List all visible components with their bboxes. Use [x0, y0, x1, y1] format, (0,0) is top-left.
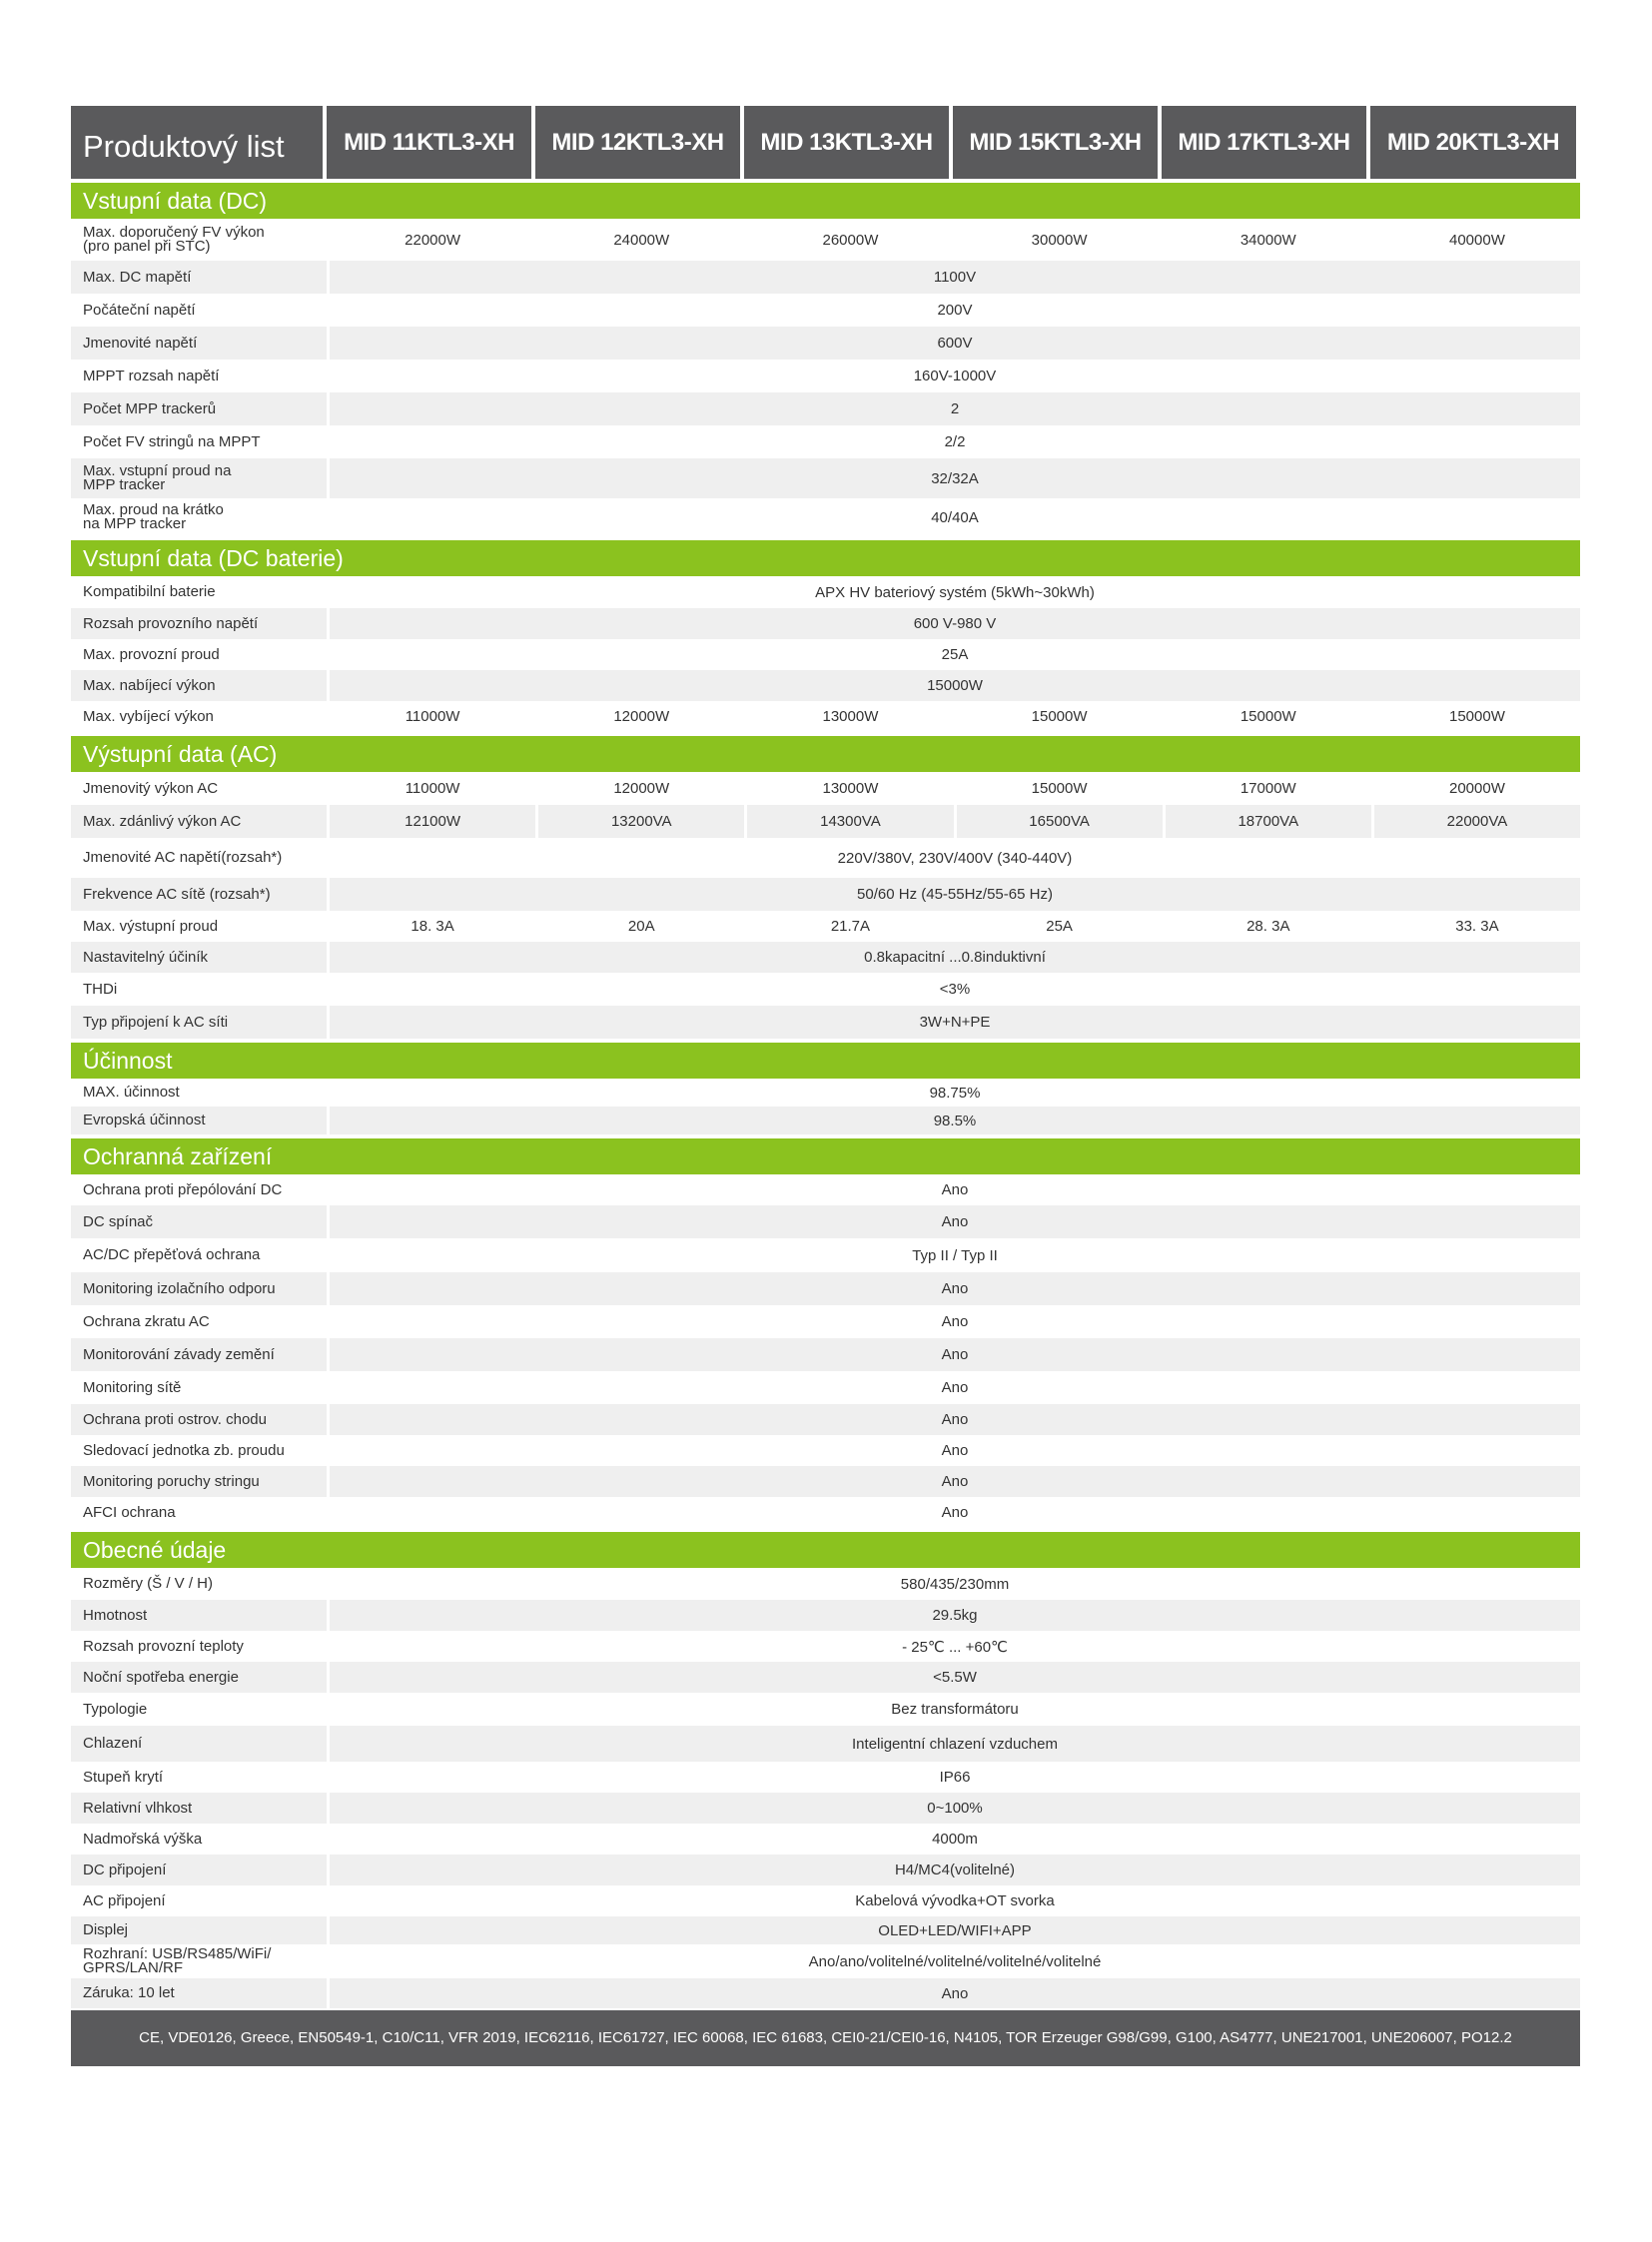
spec-row: [71, 219, 1580, 261]
spec-value-cell: 11000W: [327, 772, 535, 805]
spec-label: Max. výstupní proud: [83, 917, 219, 935]
spec-value: 1100V: [327, 261, 1580, 294]
spec-label: Max. doporučený FV výkon (pro panel při STC): [83, 224, 265, 255]
spec-row: [71, 1371, 1580, 1404]
spec-row: [71, 1006, 1580, 1039]
spec-value-cell: 22000VA: [1371, 805, 1580, 838]
spec-value: Ano: [327, 1466, 1580, 1497]
spec-value-cell: 15000W: [954, 772, 1163, 805]
spec-value: Bez transformátoru: [327, 1693, 1580, 1726]
spec-label: Rozsah provozního napětí: [83, 614, 259, 632]
spec-row: [71, 1497, 1580, 1528]
spec-label: Záruka: 10 let: [83, 1984, 175, 2001]
spec-value-cell: 15000W: [954, 701, 1163, 732]
spec-row: [71, 1568, 1580, 1600]
model-header-2: MID 12KTL3-XH: [535, 106, 744, 179]
spec-value: <3%: [327, 973, 1580, 1006]
spec-label: MAX. účinnost: [83, 1084, 180, 1101]
spec-label: Max. zdánlivý výkon AC: [83, 812, 242, 830]
spec-value: Ano: [327, 1978, 1580, 2008]
spec-value: Ano: [327, 1272, 1580, 1305]
spec-label: Kompatibilní baterie: [83, 583, 216, 600]
spec-value-cell: 20000W: [1371, 772, 1580, 805]
spec-row: [71, 458, 1580, 498]
spec-label: Max. vybíjecí výkon: [83, 707, 214, 725]
spec-row: [71, 805, 1580, 838]
spec-row: [71, 772, 1580, 805]
spec-label: Monitorování závady zemění: [83, 1345, 275, 1363]
spec-value: 0~100%: [327, 1793, 1580, 1824]
spec-value-cell: 12000W: [535, 701, 744, 732]
table-header: [71, 106, 1580, 179]
spec-label: Rozsah provozní teploty: [83, 1637, 244, 1655]
spec-value-cell: 12100W: [327, 805, 535, 838]
spec-sections: [71, 183, 1580, 2008]
spec-row: [71, 608, 1580, 639]
spec-values: [327, 219, 1580, 261]
product-sheet: [71, 106, 1580, 2066]
spec-label: Max. proud na krátko na MPP tracker: [83, 501, 224, 532]
spec-row: [71, 261, 1580, 294]
spec-label: Max. vstupní proud na MPP tracker: [83, 462, 232, 493]
spec-value: Inteligentní chlazení vzduchem: [327, 1726, 1580, 1762]
spec-label: Sledovací jednotka zb. proudu: [83, 1441, 285, 1459]
spec-label: AC/DC přepěťová ochrana: [83, 1246, 261, 1263]
spec-value: 2/2: [327, 425, 1580, 458]
spec-value: 98.5%: [327, 1107, 1580, 1134]
spec-value-cell: 21.7A: [744, 911, 953, 942]
spec-row: [71, 1174, 1580, 1205]
spec-label: Počet MPP trackerů: [83, 399, 217, 417]
spec-value: Typ II / Typ II: [327, 1238, 1580, 1272]
spec-label: Stupeň krytí: [83, 1768, 164, 1786]
spec-row: [71, 1916, 1580, 1944]
spec-label: AFCI ochrana: [83, 1503, 176, 1521]
model-header-1: MID 11KTL3-XH: [327, 106, 535, 179]
spec-value-cell: 13000W: [744, 772, 953, 805]
spec-value-cell: 13200VA: [535, 805, 744, 838]
spec-value-cell: 11000W: [327, 701, 535, 732]
spec-value: 220V/380V, 230V/400V (340-440V): [327, 838, 1580, 878]
spec-value-cell: 18. 3A: [327, 911, 535, 942]
spec-value-cell: 22000W: [327, 219, 535, 261]
spec-value: OLED+LED/WIFI+APP: [327, 1916, 1580, 1944]
spec-label: Jmenovité napětí: [83, 334, 198, 352]
spec-value: - 25℃ ... +60℃: [327, 1631, 1580, 1662]
spec-row: [71, 1079, 1580, 1107]
spec-row: [71, 1978, 1580, 2008]
spec-value: Ano: [327, 1404, 1580, 1435]
sheet-title: Produktový list: [71, 106, 327, 179]
spec-row: [71, 1205, 1580, 1238]
spec-value: 580/435/230mm: [327, 1568, 1580, 1600]
section-title: Ochranná zařízení: [71, 1138, 1580, 1174]
spec-value: Kabelová vývodka+OT svorka: [327, 1885, 1580, 1916]
spec-row: [71, 1793, 1580, 1824]
spec-value: 15000W: [327, 670, 1580, 701]
spec-value: <5.5W: [327, 1662, 1580, 1693]
spec-values: [327, 772, 1580, 805]
spec-value: 600V: [327, 327, 1580, 360]
spec-value-cell: 20A: [535, 911, 744, 942]
spec-row: [71, 327, 1580, 360]
spec-row: [71, 1338, 1580, 1371]
spec-label: Jmenovitý výkon AC: [83, 779, 219, 797]
spec-value: 200V: [327, 294, 1580, 327]
model-header-3: MID 13KTL3-XH: [744, 106, 953, 179]
spec-row: [71, 1693, 1580, 1726]
spec-value-cell: 26000W: [744, 219, 953, 261]
spec-row: [71, 838, 1580, 878]
spec-value: 50/60 Hz (45-55Hz/55-65 Hz): [327, 878, 1580, 911]
spec-row: [71, 639, 1580, 670]
spec-value-cell: 15000W: [1371, 701, 1580, 732]
spec-label: Rozhraní: USB/RS485/WiFi/ GPRS/LAN/RF: [83, 1945, 272, 1976]
spec-label: AC připojení: [83, 1891, 166, 1909]
spec-value-cell: 24000W: [535, 219, 744, 261]
spec-value: 160V-1000V: [327, 360, 1580, 392]
spec-label: Displej: [83, 1921, 129, 1938]
spec-value: Ano: [327, 1371, 1580, 1404]
spec-row: [71, 1944, 1580, 1978]
spec-value-cell: 33. 3A: [1371, 911, 1580, 942]
spec-label: Počet FV stringů na MPPT: [83, 432, 261, 450]
spec-row: [71, 1631, 1580, 1662]
spec-row: [71, 425, 1580, 458]
spec-label: Rozměry (Š / V / H): [83, 1575, 214, 1592]
model-header-4: MID 15KTL3-XH: [953, 106, 1162, 179]
spec-row: [71, 1107, 1580, 1134]
spec-label: Max. nabíjecí výkon: [83, 676, 216, 694]
spec-label: Typologie: [83, 1700, 148, 1718]
spec-value: Ano: [327, 1205, 1580, 1238]
spec-value-cell: 16500VA: [954, 805, 1163, 838]
spec-row: [71, 973, 1580, 1006]
spec-value: 3W+N+PE: [327, 1006, 1580, 1039]
spec-label: Noční spotřeba energie: [83, 1668, 239, 1686]
spec-value: Ano: [327, 1497, 1580, 1528]
spec-row: [71, 1885, 1580, 1916]
spec-row: [71, 670, 1580, 701]
spec-value-cell: 28. 3A: [1163, 911, 1371, 942]
model-header-5: MID 17KTL3-XH: [1162, 106, 1370, 179]
spec-value: 4000m: [327, 1824, 1580, 1855]
spec-row: [71, 294, 1580, 327]
spec-row: [71, 576, 1580, 608]
spec-label: THDi: [83, 980, 118, 998]
spec-label: Chlazení: [83, 1735, 143, 1752]
section-title: Vstupní data (DC): [71, 183, 1580, 219]
spec-value: Ano: [327, 1338, 1580, 1371]
spec-value: Ano: [327, 1435, 1580, 1466]
spec-row: [71, 1726, 1580, 1762]
spec-value-cell: 13000W: [744, 701, 953, 732]
spec-value-cell: 17000W: [1163, 772, 1371, 805]
spec-label: DC připojení: [83, 1861, 167, 1878]
spec-value: IP66: [327, 1762, 1580, 1793]
spec-value: 0.8kapacitní ...0.8induktivní: [327, 942, 1580, 973]
spec-value: APX HV bateriový systém (5kWh~30kWh): [327, 576, 1580, 608]
spec-row: [71, 1466, 1580, 1497]
spec-label: Počáteční napětí: [83, 301, 196, 319]
spec-row: [71, 1404, 1580, 1435]
spec-label: Monitoring poruchy stringu: [83, 1472, 260, 1490]
spec-row: [71, 1762, 1580, 1793]
section-title: Účinnost: [71, 1043, 1580, 1079]
spec-value-cell: 15000W: [1163, 701, 1371, 732]
spec-value: 2: [327, 392, 1580, 425]
spec-label: Max. DC mapětí: [83, 268, 192, 286]
spec-row: [71, 1435, 1580, 1466]
spec-row: [71, 878, 1580, 911]
spec-value: Ano: [327, 1174, 1580, 1205]
spec-row: [71, 360, 1580, 392]
spec-values: [327, 911, 1580, 942]
spec-label: Max. provozní proud: [83, 645, 220, 663]
spec-label: Monitoring sítě: [83, 1378, 182, 1396]
spec-label: Monitoring izolačního odporu: [83, 1279, 276, 1297]
spec-value: Ano/ano/volitelné/volitelné/volitelné/volitelné: [327, 1944, 1580, 1978]
spec-row: [71, 942, 1580, 973]
spec-label: Typ připojení k AC síti: [83, 1013, 229, 1031]
spec-row: [71, 1824, 1580, 1855]
spec-label: Jmenovité AC napětí(rozsah*): [83, 849, 283, 866]
spec-row: [71, 701, 1580, 732]
certifications-footer: CE, VDE0126, Greece, EN50549-1, C10/C11, VFR 2019, IEC62116, IEC61727, IEC 60068, IEC 61683, CEI0-21/CEI0-16, N4105, TOR Erzeuger G98/G99, G100, AS4777, UNE217001, UNE206007, PO12.2: [71, 2010, 1580, 2066]
spec-label: Hmotnost: [83, 1606, 148, 1624]
spec-value-cell: 34000W: [1163, 219, 1371, 261]
model-header-6: MID 20KTL3-XH: [1370, 106, 1576, 179]
spec-value: 600 V-980 V: [327, 608, 1580, 639]
spec-values: [327, 805, 1580, 838]
spec-row: [71, 392, 1580, 425]
spec-label: MPPT rozsah napětí: [83, 367, 220, 384]
spec-row: [71, 1272, 1580, 1305]
spec-value-cell: 12000W: [535, 772, 744, 805]
spec-value: Ano: [327, 1305, 1580, 1338]
spec-row: [71, 1238, 1580, 1272]
spec-label: Ochrana zkratu AC: [83, 1312, 210, 1330]
section-title: Vstupní data (DC baterie): [71, 540, 1580, 576]
spec-label: Relativní vlhkost: [83, 1799, 193, 1817]
spec-label: Nadmořská výška: [83, 1830, 203, 1848]
spec-value: 32/32A: [327, 458, 1580, 498]
spec-value-cell: 25A: [954, 911, 1163, 942]
spec-value: H4/MC4(volitelné): [327, 1855, 1580, 1885]
spec-row: [71, 498, 1580, 536]
spec-row: [71, 1662, 1580, 1693]
spec-row: [71, 1855, 1580, 1885]
spec-value: 29.5kg: [327, 1600, 1580, 1631]
spec-label: Ochrana proti přepólování DC: [83, 1180, 283, 1198]
spec-value-cell: 40000W: [1371, 219, 1580, 261]
spec-label: Nastavitelný účiník: [83, 948, 209, 966]
spec-row: [71, 911, 1580, 942]
spec-value-cell: 14300VA: [744, 805, 953, 838]
spec-label: DC spínač: [83, 1212, 154, 1230]
spec-values: [327, 701, 1580, 732]
spec-value: 25A: [327, 639, 1580, 670]
spec-value-cell: 30000W: [954, 219, 1163, 261]
section-title: Obecné údaje: [71, 1532, 1580, 1568]
spec-value-cell: 18700VA: [1163, 805, 1371, 838]
section-title: Výstupní data (AC): [71, 736, 1580, 772]
spec-value: 40/40A: [327, 498, 1580, 536]
spec-row: [71, 1600, 1580, 1631]
spec-row: [71, 1305, 1580, 1338]
spec-value: 98.75%: [327, 1079, 1580, 1107]
spec-label: Evropská účinnost: [83, 1112, 206, 1128]
spec-label: Ochrana proti ostrov. chodu: [83, 1410, 267, 1428]
spec-label: Frekvence AC sítě (rozsah*): [83, 885, 271, 903]
